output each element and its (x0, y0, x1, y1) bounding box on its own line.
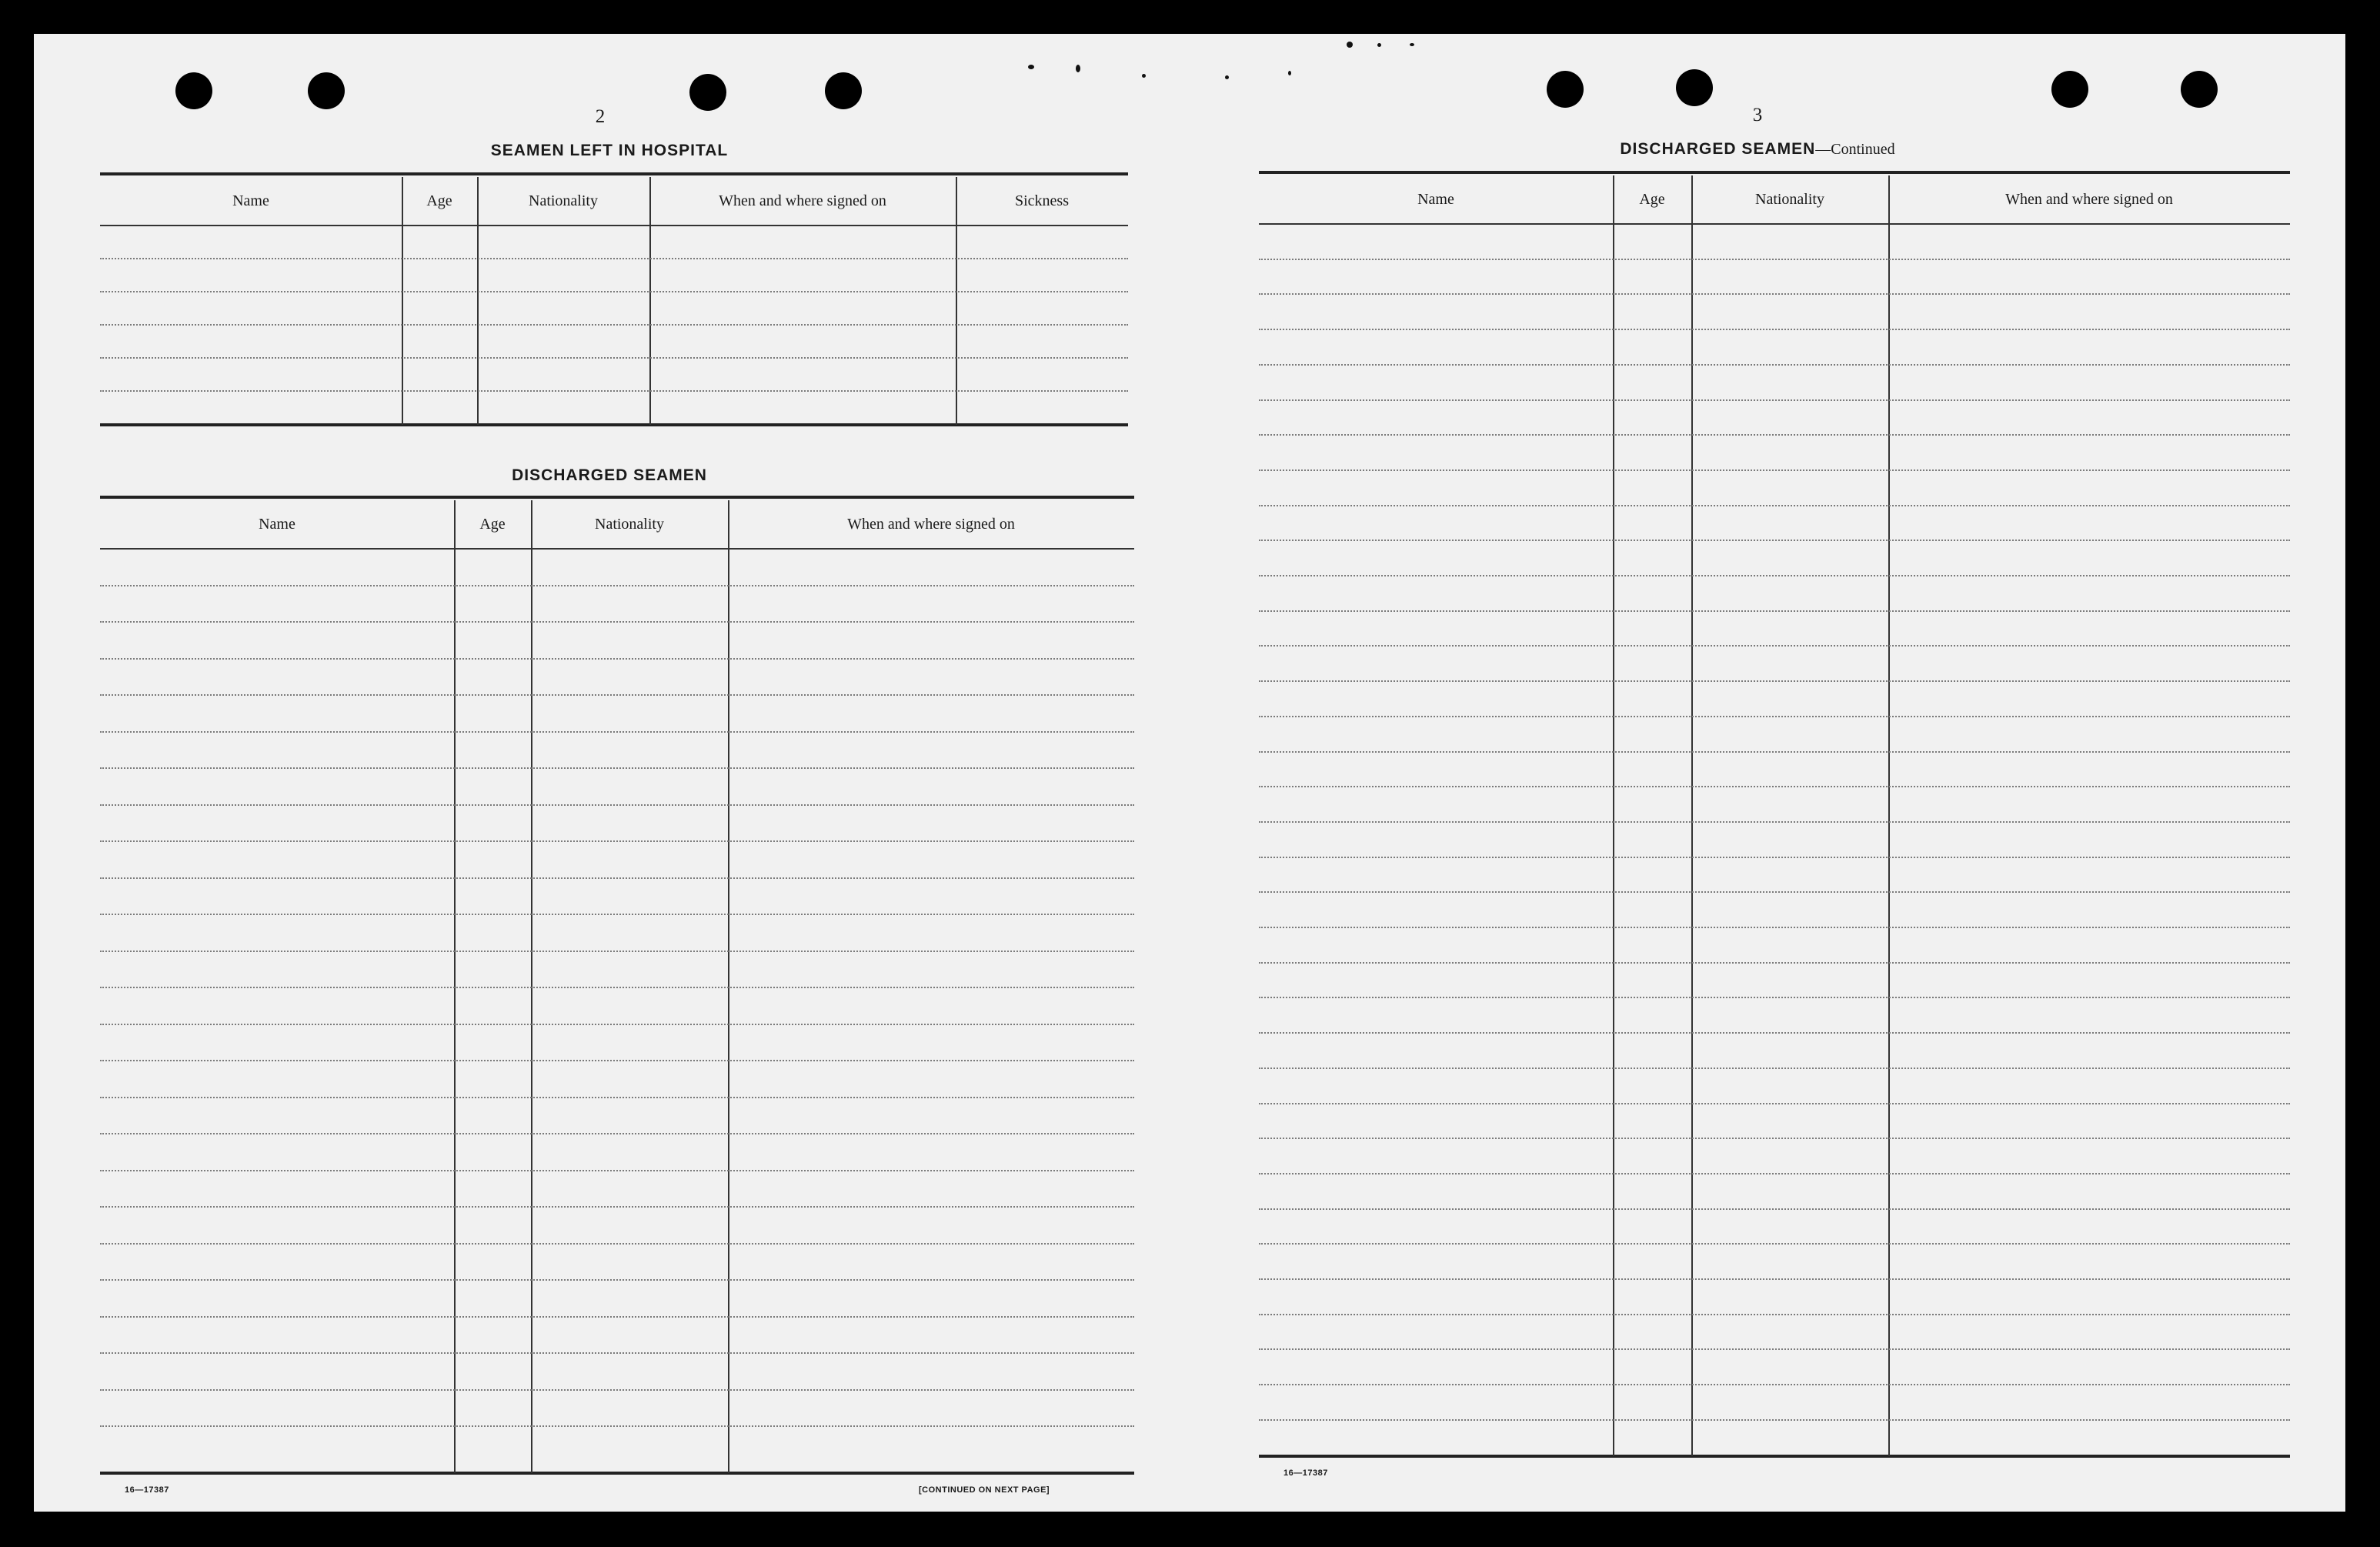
header-bottom-rule (100, 548, 1134, 550)
table-row (1259, 610, 2290, 612)
table-row (100, 291, 1128, 292)
table-row (1259, 1103, 2290, 1104)
page-number-right: 3 (1752, 105, 1763, 125)
table-row (1259, 293, 2290, 295)
table-row (1259, 680, 2290, 682)
table-row (100, 357, 1128, 359)
continued-note: [CONTINUED ON NEXT PAGE] (919, 1485, 1050, 1495)
table-row (1259, 259, 2290, 260)
column-header-signed-on: When and where signed on (847, 515, 1015, 533)
table-row (1259, 469, 2290, 471)
header-bottom-rule (1259, 223, 2290, 225)
table-row (1259, 1384, 2290, 1385)
table-row (100, 1316, 1134, 1318)
speck (1142, 74, 1146, 78)
speck (1028, 65, 1034, 69)
table-row (100, 1133, 1134, 1134)
speck (1288, 71, 1291, 75)
column-header-signed-on: When and where signed on (719, 192, 886, 209)
discharged-title-text: DISCHARGED SEAMEN (1620, 140, 1816, 158)
table-row (100, 767, 1134, 769)
table-row (1259, 399, 2290, 401)
table-top-rule (1259, 171, 2290, 174)
table-row (100, 1279, 1134, 1281)
discharged-section-title: DISCHARGED SEAMEN (512, 466, 707, 484)
table-row (1259, 575, 2290, 576)
table-row (1259, 716, 2290, 717)
table-row (100, 1170, 1134, 1171)
table-row (100, 877, 1134, 879)
table-row (1259, 329, 2290, 330)
table-row (1259, 1173, 2290, 1174)
column-header-nationality: Nationality (1755, 190, 1824, 208)
table-row (1259, 1314, 2290, 1315)
document-sheet (34, 34, 2345, 1512)
column-header-nationality: Nationality (595, 515, 664, 533)
punch-hole (2181, 71, 2218, 108)
table-row (100, 1206, 1134, 1208)
table-row (100, 731, 1134, 733)
continued-suffix: —Continued (1815, 141, 1895, 158)
table-bottom-rule (100, 1472, 1134, 1475)
table-row (100, 1425, 1134, 1427)
table-row (100, 585, 1134, 586)
table-row (100, 840, 1134, 842)
column-header-age: Age (1639, 190, 1665, 208)
speck (1225, 75, 1229, 79)
table-row (100, 987, 1134, 988)
table-row (1259, 962, 2290, 964)
table-row (100, 1389, 1134, 1391)
table-row (100, 621, 1134, 623)
table-row (1259, 1419, 2290, 1421)
page-number-left: 2 (595, 106, 606, 127)
table-row (1259, 786, 2290, 787)
column-divider (1888, 175, 1890, 1456)
table-row (1259, 927, 2290, 928)
speck (1076, 65, 1080, 72)
table-bottom-rule (1259, 1455, 2290, 1458)
table-row (100, 1097, 1134, 1098)
form-number-right: 16—17387 (1283, 1468, 1328, 1478)
discharged-continued-title (1527, 140, 1988, 159)
table-row (1259, 1278, 2290, 1280)
column-divider (1613, 175, 1614, 1456)
table-row (1259, 505, 2290, 506)
table-row (1259, 997, 2290, 998)
punch-hole (308, 72, 345, 109)
table-bottom-rule (100, 423, 1128, 426)
table-row (1259, 645, 2290, 647)
table-row (1259, 821, 2290, 823)
hospital-table (100, 172, 1128, 426)
table-row (1259, 1243, 2290, 1245)
speck (1347, 42, 1353, 48)
table-row (100, 1352, 1134, 1354)
punch-hole (1676, 69, 1713, 106)
table-row (100, 951, 1134, 952)
table-row (1259, 1032, 2290, 1034)
table-row (100, 804, 1134, 806)
header-bottom-rule (100, 225, 1128, 226)
table-row (100, 1243, 1134, 1245)
column-header-nationality: Nationality (529, 192, 598, 209)
column-divider (1691, 175, 1693, 1456)
table-row (100, 914, 1134, 915)
discharged-continued-table (1259, 171, 2290, 1458)
table-row (1259, 751, 2290, 753)
table-row (1259, 1068, 2290, 1069)
speck (1377, 43, 1381, 47)
table-row (100, 658, 1134, 660)
punch-hole (2051, 71, 2088, 108)
table-row (1259, 1348, 2290, 1350)
punch-hole (689, 74, 726, 111)
column-header-age: Age (426, 192, 452, 209)
table-row (1259, 1138, 2290, 1139)
column-header-name: Name (1417, 190, 1454, 208)
column-header-name: Name (232, 192, 269, 209)
form-number-left: 16—17387 (125, 1485, 169, 1495)
punch-hole (1547, 71, 1584, 108)
table-row (100, 1024, 1134, 1025)
column-header-signed-on: When and where signed on (2005, 190, 2173, 208)
table-row (100, 1060, 1134, 1061)
table-row (100, 324, 1128, 326)
table-row (100, 390, 1128, 392)
table-row (1259, 891, 2290, 893)
punch-hole (825, 72, 862, 109)
column-header-sickness: Sickness (1015, 192, 1069, 209)
column-header-name: Name (259, 515, 295, 533)
column-header-age: Age (479, 515, 506, 533)
table-row (1259, 1208, 2290, 1210)
table-row (1259, 434, 2290, 436)
speck (1410, 43, 1414, 46)
discharged-table (100, 496, 1134, 1475)
hospital-section-title: SEAMEN LEFT IN HOSPITAL (490, 142, 729, 159)
punch-hole (175, 72, 212, 109)
table-row (100, 258, 1128, 259)
table-row (1259, 540, 2290, 541)
table-row (100, 694, 1134, 696)
table-row (1259, 857, 2290, 858)
table-top-rule (100, 496, 1134, 499)
table-row (1259, 364, 2290, 366)
table-top-rule (100, 172, 1128, 175)
